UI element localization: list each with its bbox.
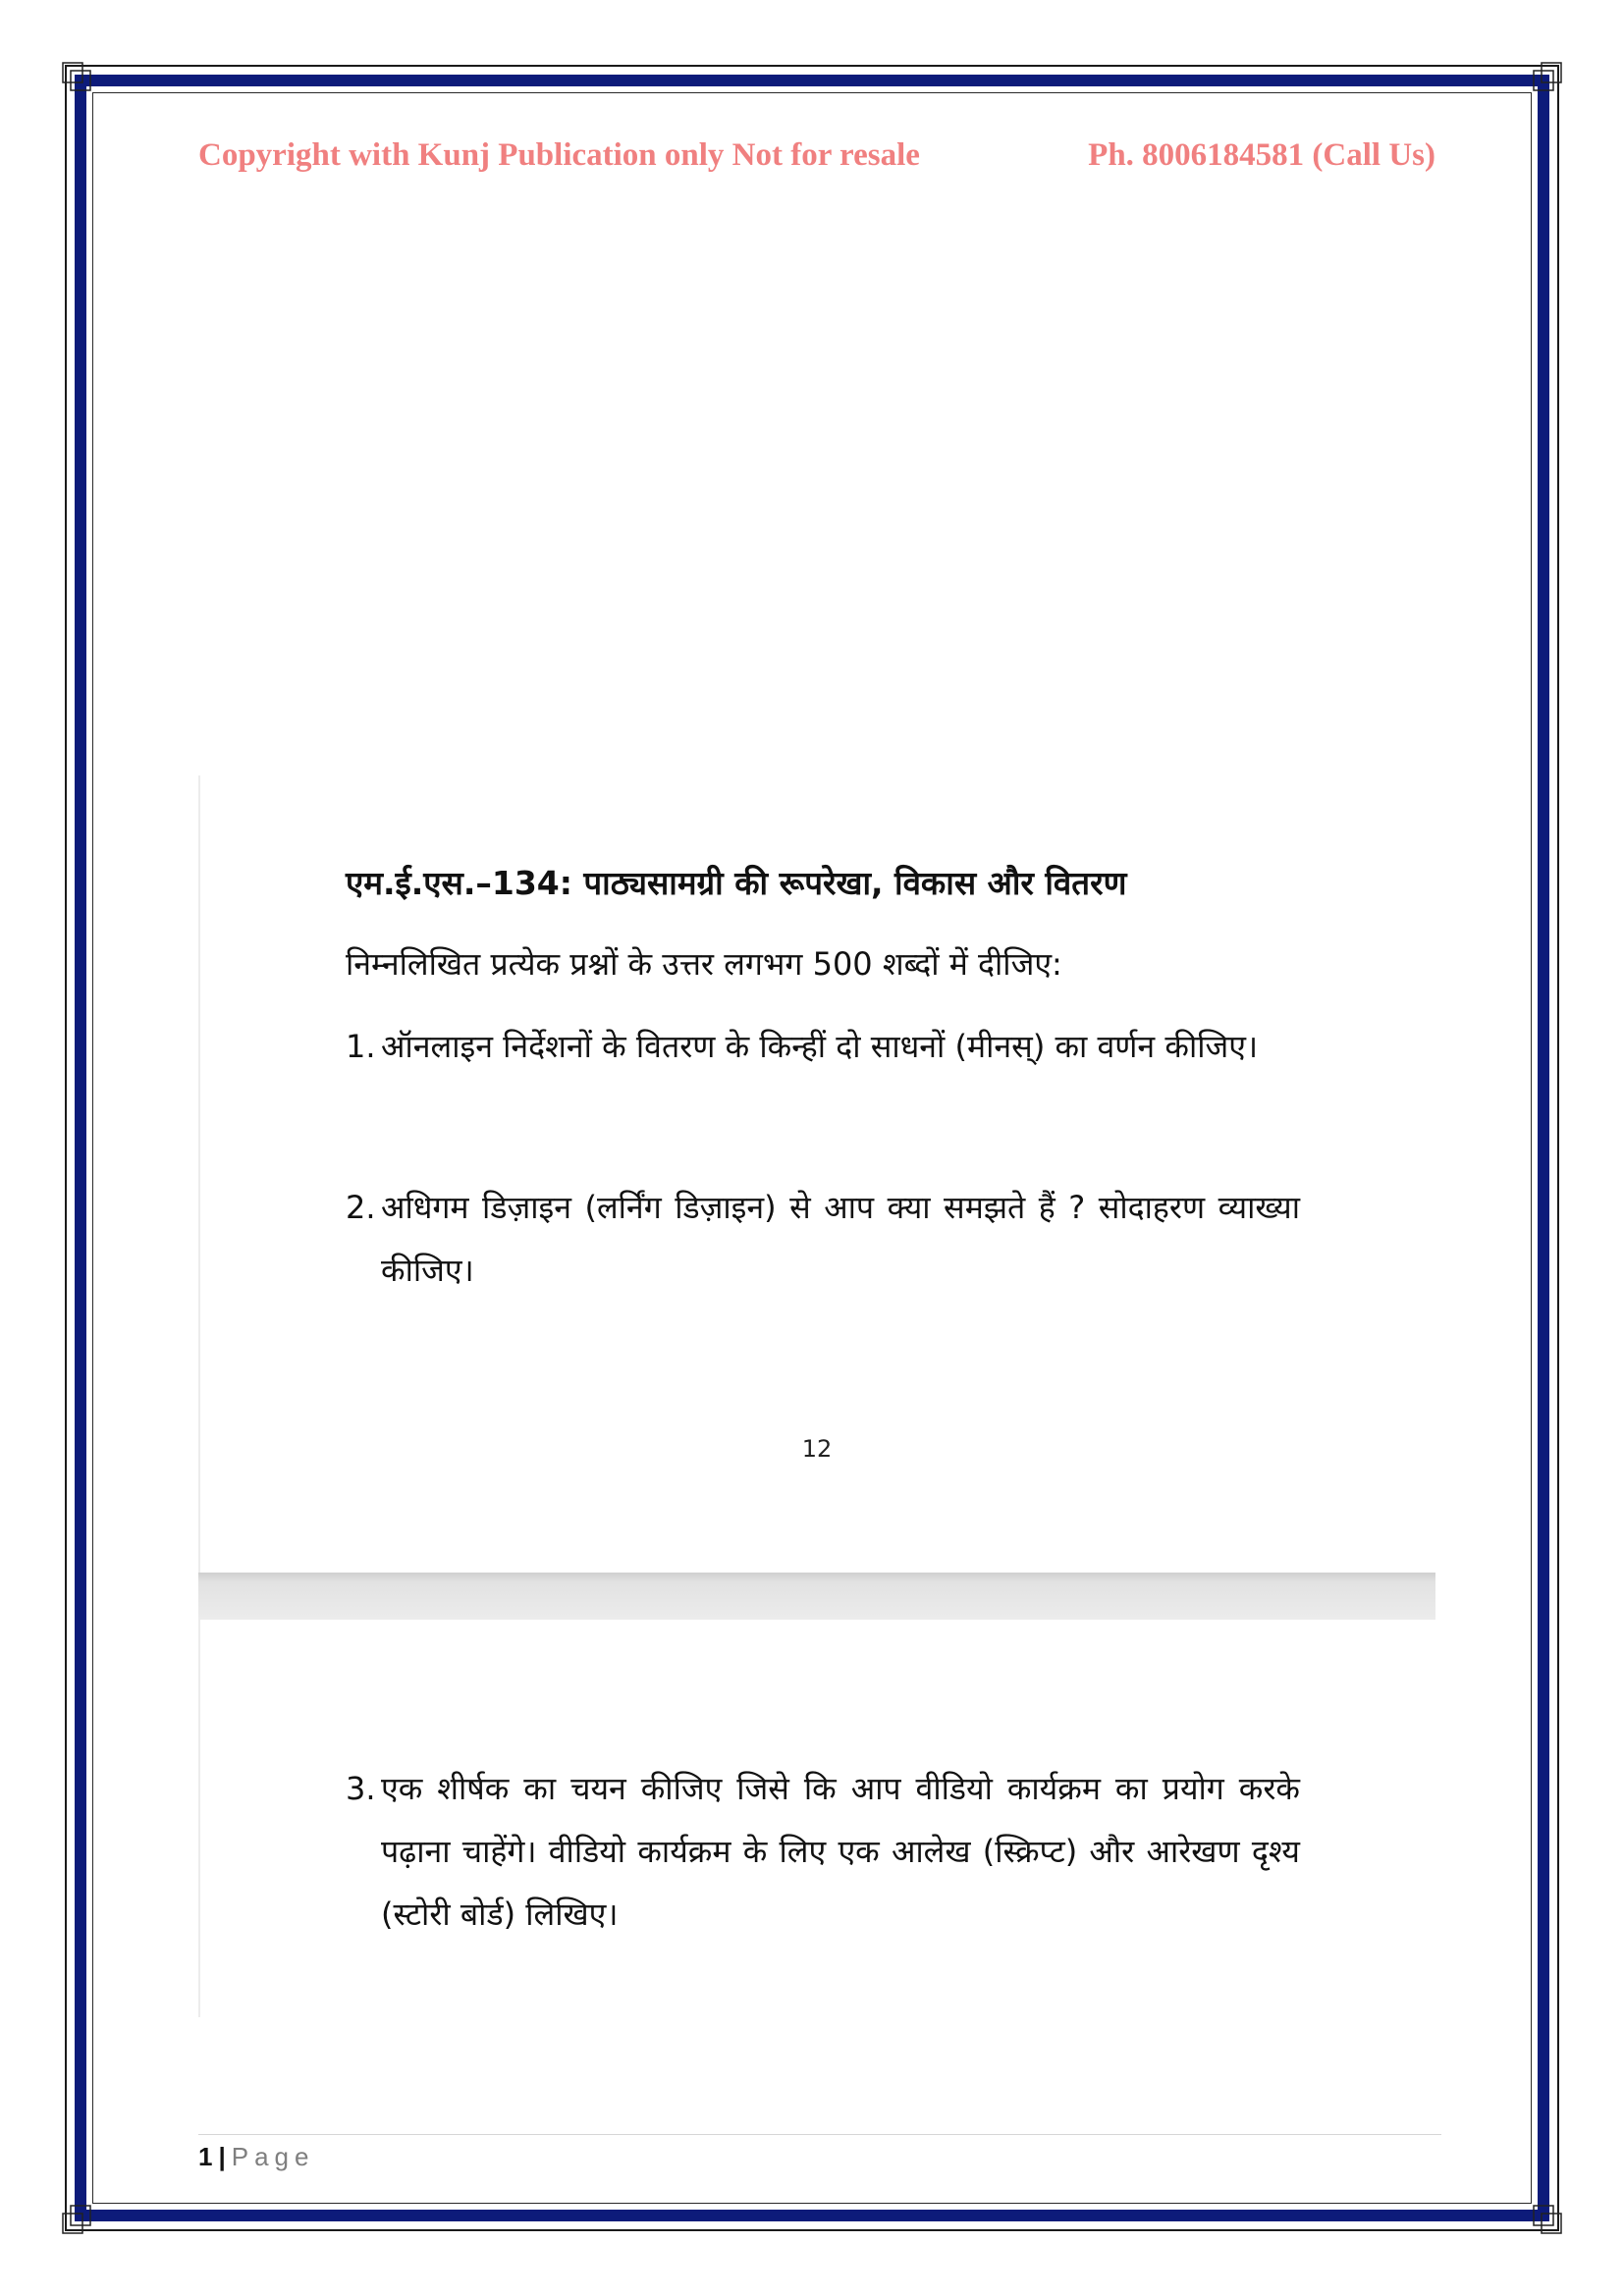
scan-edge bbox=[198, 775, 200, 2017]
border-corner-ornament bbox=[1530, 59, 1565, 94]
question-item bbox=[346, 1015, 1300, 1078]
border-corner-ornament bbox=[1530, 2202, 1565, 2237]
question-number: 2. bbox=[346, 1189, 376, 1226]
question-number: 3. bbox=[346, 1770, 376, 1807]
question-item bbox=[346, 1176, 1300, 1302]
copyright-notice: Copyright with Kunj Publication only Not for resale bbox=[198, 137, 920, 173]
instruction-text: निम्नलिखित प्रत्येक प्रश्नों के उत्तर लगभग 500 शब्दों में दीजिए: bbox=[346, 945, 1062, 983]
footer-separator: | bbox=[218, 2142, 226, 2171]
border-corner-ornament bbox=[59, 2202, 94, 2237]
footer-page-number: 1 bbox=[198, 2142, 213, 2171]
course-title: एम.ई.एस.–134: पाठ्यसामग्री की रूपरेखा, विकास और वितरण bbox=[346, 864, 1127, 902]
page-header bbox=[198, 137, 1435, 174]
question-item bbox=[346, 1757, 1300, 1946]
scanned-question-page bbox=[198, 775, 1435, 2017]
contact-phone: Ph. 8006184581 (Call Us) bbox=[1088, 137, 1435, 173]
border-corner-ornament bbox=[59, 59, 94, 94]
question-text: ऑनलाइन निर्देशनों के वितरण के किन्हीं दो साधनों (मीनस्) का वर्णन कीजिए। bbox=[381, 1028, 1259, 1065]
question-text: अधिगम डिज़ाइन (लर्निंग डिज़ाइन) से आप क्या समझते हैं ? सोदाहरण व्याख्या कीजिए। bbox=[381, 1189, 1300, 1289]
scan-page-number: 12 bbox=[801, 1435, 833, 1463]
footer-page-label: Page bbox=[231, 2142, 315, 2171]
question-number: 1. bbox=[346, 1028, 376, 1065]
page-footer bbox=[198, 2142, 314, 2172]
scan-page-divider bbox=[198, 1573, 1435, 1620]
question-text: एक शीर्षक का चयन कीजिए जिसे कि आप वीडियो कार्यक्रम का प्रयोग करके पढ़ाना चाहेंगे। वीडियो कार्यक्रम के लिए एक आलेख (स्क्रिप्ट) और आरेखण दृश्य (स्टोरी बोर्ड) लिखिए। bbox=[381, 1770, 1300, 1933]
footer-divider bbox=[198, 2134, 1441, 2135]
